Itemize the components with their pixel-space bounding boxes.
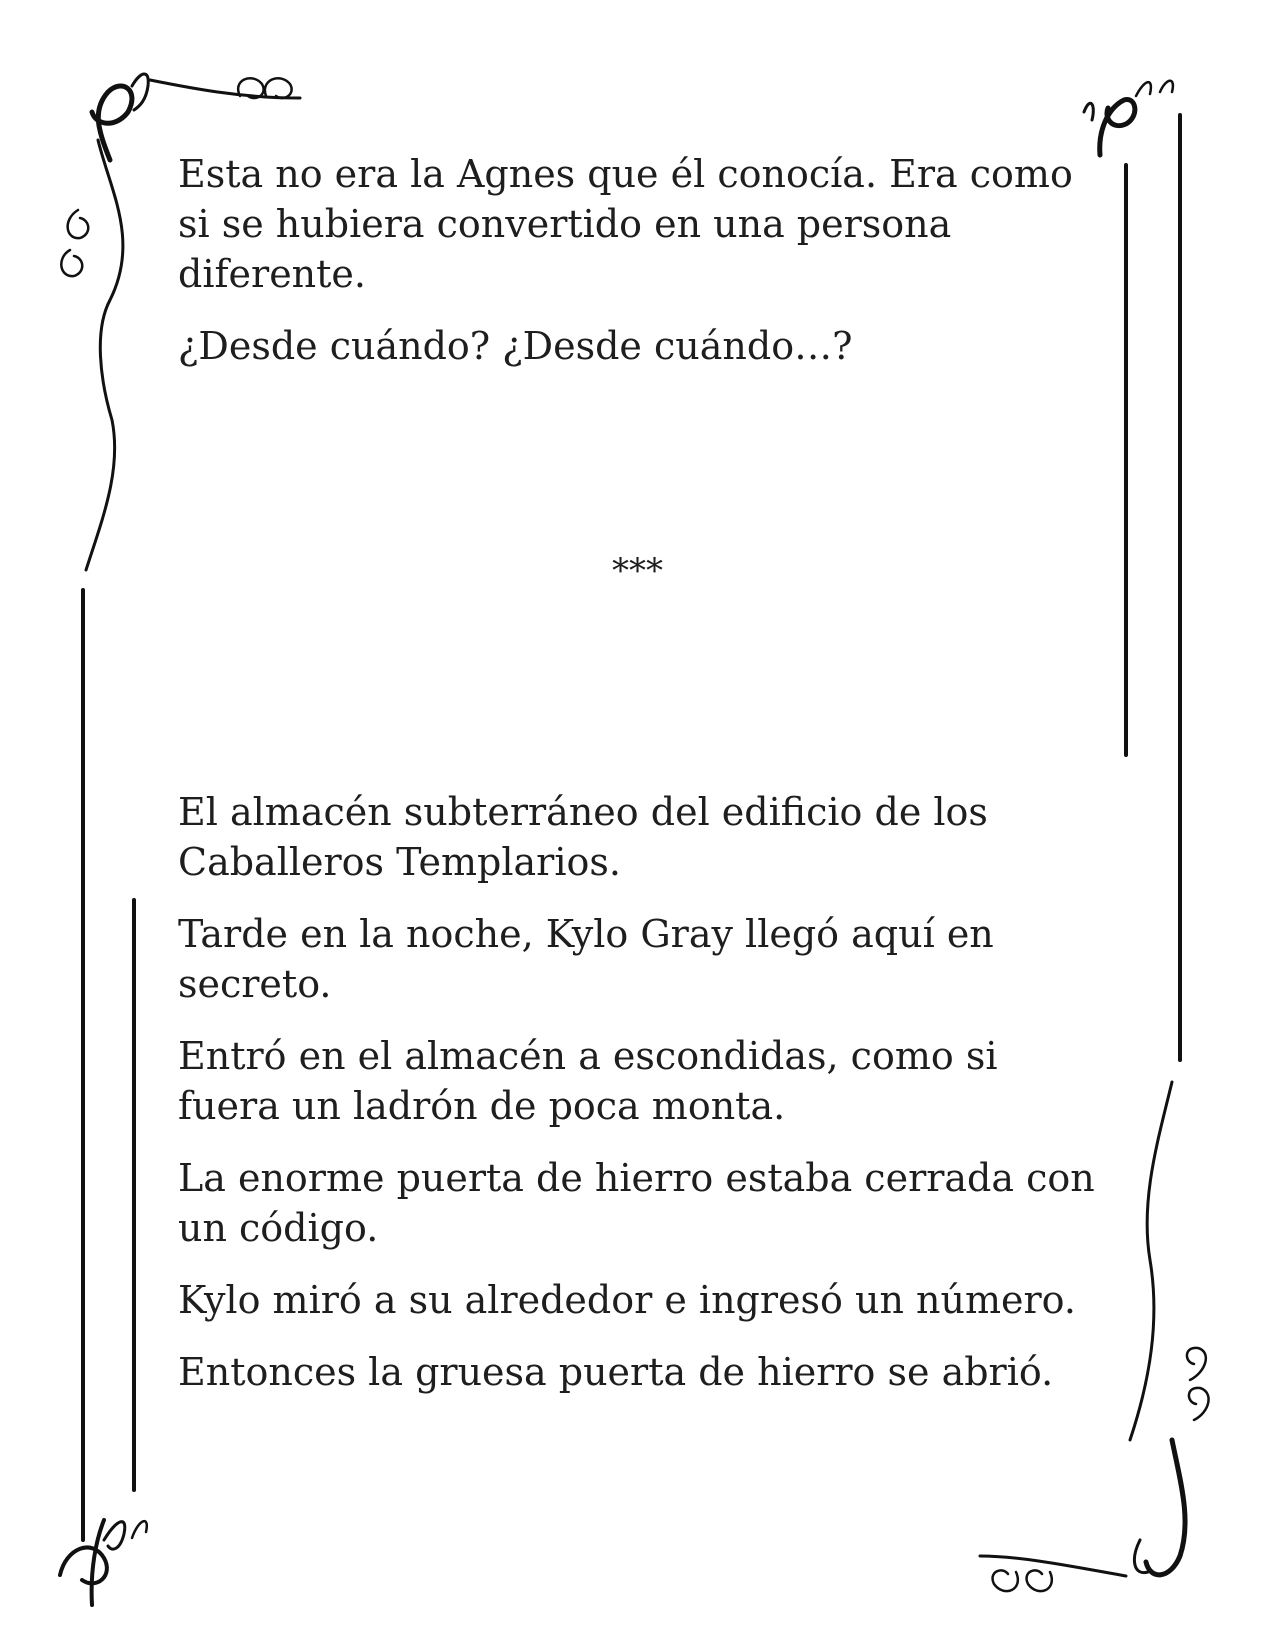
paragraph: ¿Desde cuándo? ¿Desde cuándo…?	[178, 324, 853, 368]
paragraph: Entonces la gruesa puerta de hierro se abrió.	[178, 1350, 1054, 1394]
paragraph: Kylo miró a su alrededor e ingresó un número.	[178, 1278, 1076, 1322]
text-block-top	[178, 149, 1108, 393]
text-block-bottom	[178, 787, 1108, 1419]
paragraph: Tarde en la noche, Kylo Gray llegó aquí en secreto.	[178, 912, 994, 1006]
paragraph: La enorme puerta de hierro estaba cerrada con un código.	[178, 1156, 1095, 1250]
bottom-left-flourish-icon	[60, 1520, 147, 1605]
paragraph: Entró en el almacén a escondidas, como si fuera un ladrón de poca monta.	[178, 1034, 998, 1128]
paragraph: El almacén subterráneo del edificio de los Caballeros Templarios.	[178, 790, 988, 884]
paragraph: Esta no era la Agnes que él conocía. Era como si se hubiera convertido en una persona diferente.	[178, 152, 1073, 296]
scene-separator: ***	[612, 551, 663, 591]
top-right-flourish-icon	[1084, 81, 1173, 155]
